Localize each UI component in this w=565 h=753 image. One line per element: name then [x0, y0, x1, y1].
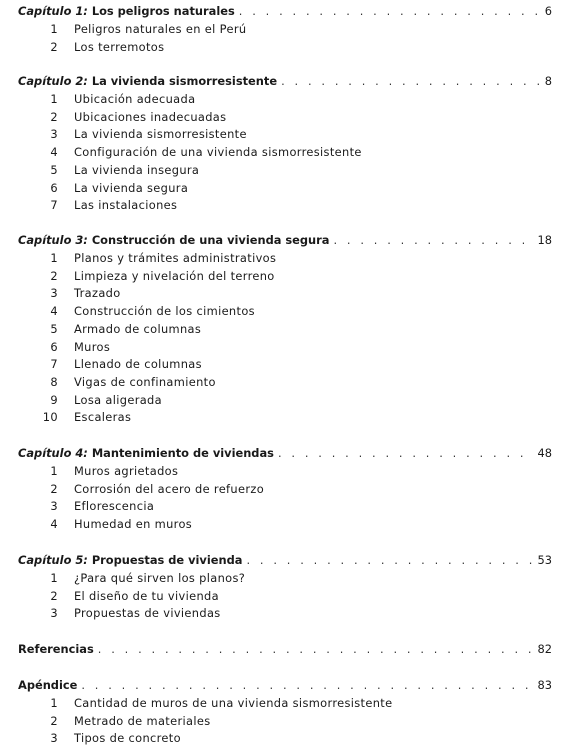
chapter-heading[interactable]: [18, 642, 552, 658]
item-number: 8: [50, 374, 58, 389]
page-number: 18: [537, 233, 552, 247]
item-number: 1: [50, 464, 58, 478]
item-number: 2: [50, 481, 58, 496]
item-title: Llenado de columnas: [74, 357, 202, 372]
item-number: 2: [50, 39, 58, 54]
item-title: Armado de columnas: [74, 321, 202, 336]
item-title: Muros: [74, 339, 111, 354]
item-number: 5: [50, 321, 58, 336]
item-number: 1: [50, 571, 58, 585]
page-number: 8: [544, 74, 552, 88]
chapter-title: La vivienda sismorresistente: [91, 74, 278, 88]
item-number: 3: [50, 606, 58, 621]
chapter-title: Apéndice: [18, 678, 78, 692]
item-number: 4: [50, 517, 58, 532]
dot-leader: [239, 4, 541, 18]
item-title: La vivienda insegura: [74, 162, 200, 177]
item-number: 1: [50, 251, 58, 265]
item-number: 6: [50, 339, 58, 354]
chapter-number: Capítulo 4:: [18, 446, 88, 460]
item-title: Propuestas de viviendas: [74, 606, 221, 621]
item-title: Construcción de los cimientos: [74, 304, 255, 319]
item-title: Escaleras: [74, 410, 132, 425]
chapter-title: Los peligros naturales: [91, 4, 235, 18]
dot-leader: [81, 678, 533, 692]
page-number: 53: [537, 553, 552, 567]
item-number: 2: [50, 109, 58, 124]
item-title: Ubicación adecuada: [74, 92, 196, 106]
item-number: 2: [50, 268, 58, 283]
chapter-heading[interactable]: [18, 678, 552, 694]
item-title: Metrado de materiales: [74, 713, 211, 728]
item-number: 3: [50, 286, 58, 301]
item-number: 4: [50, 304, 58, 319]
chapter-number: Capítulo 1:: [18, 4, 88, 18]
page-number: 83: [537, 678, 552, 692]
chapter-number: Capítulo 2:: [18, 74, 88, 88]
dot-leader: [333, 233, 533, 247]
item-title: Planos y trámites administrativos: [74, 251, 277, 265]
item-number: 1: [50, 22, 58, 36]
item-title: Trazado: [74, 286, 121, 301]
chapter-title: Mantenimiento de viviendas: [91, 446, 274, 460]
dot-leader: [98, 642, 534, 656]
chapter-number: Capítulo 3:: [18, 233, 88, 247]
item-title: ¿Para qué sirven los planos?: [74, 571, 246, 585]
chapter-title: Propuestas de vivienda: [91, 553, 243, 567]
item-number: 4: [50, 145, 58, 160]
item-title: Humedad en muros: [74, 517, 193, 532]
chapter-heading[interactable]: [18, 74, 552, 90]
item-title: Vigas de confinamiento: [74, 374, 216, 389]
chapter-heading[interactable]: [18, 553, 552, 569]
page-number: 48: [537, 446, 552, 460]
item-title: Losa aligerada: [74, 392, 162, 407]
item-title: Tipos de concreto: [74, 731, 181, 746]
item-title: Ubicaciones inadecuadas: [74, 109, 227, 124]
item-title: Muros agrietados: [74, 464, 179, 478]
item-title: Configuración de una vivienda sismorresistente: [74, 145, 362, 160]
chapter-title: Referencias: [18, 642, 94, 656]
item-number: 7: [50, 357, 58, 372]
item-number: 1: [50, 696, 58, 710]
item-title: Cantidad de muros de una vivienda sismorresistente: [74, 696, 393, 710]
item-number: 6: [50, 180, 58, 195]
item-title: Eflorescencia: [74, 499, 155, 514]
page-number: 6: [544, 4, 552, 18]
chapter-title: Construcción de una vivienda segura: [91, 233, 330, 247]
item-number: 3: [50, 127, 58, 142]
item-title: Corrosión del acero de refuerzo: [74, 481, 265, 496]
page-number: 82: [537, 642, 552, 656]
item-number: 1: [50, 92, 58, 106]
chapter-heading[interactable]: [18, 4, 552, 20]
item-number: 2: [50, 588, 58, 603]
item-number: 10: [42, 410, 58, 425]
item-number: 5: [50, 162, 58, 177]
item-title: La vivienda segura: [74, 180, 189, 195]
item-number: 7: [50, 198, 58, 213]
item-number: 2: [50, 713, 58, 728]
item-number: 3: [50, 499, 58, 514]
item-title: Peligros naturales en el Perú: [74, 22, 247, 36]
item-title: La vivienda sismorresistente: [74, 127, 247, 142]
chapter-heading[interactable]: [18, 446, 552, 462]
item-number: 9: [50, 392, 58, 407]
dot-leader: [246, 553, 533, 567]
dot-leader: [281, 74, 541, 88]
chapter-heading[interactable]: [18, 233, 552, 249]
item-title: Las instalaciones: [74, 198, 178, 213]
item-number: 3: [50, 731, 58, 746]
item-title: Limpieza y nivelación del terreno: [74, 268, 275, 283]
dot-leader: [278, 446, 534, 460]
chapter-number: Capítulo 5:: [18, 553, 88, 567]
item-title: Los terremotos: [74, 39, 165, 54]
item-title: El diseño de tu vivienda: [74, 588, 219, 603]
